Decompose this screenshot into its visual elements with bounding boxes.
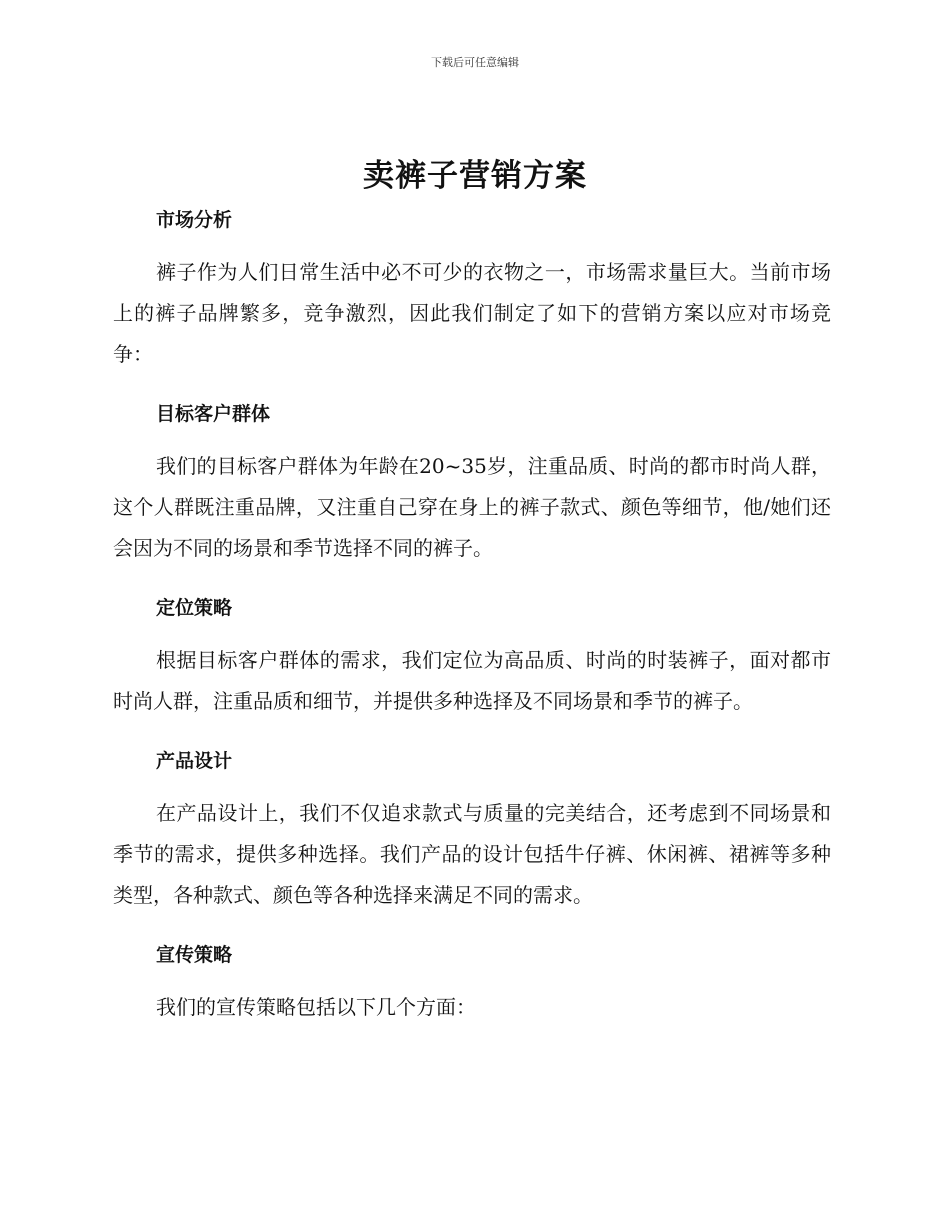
section-paragraph-promotion: 我们的宣传策略包括以下几个方面：	[156, 995, 476, 1019]
section-paragraph-product-design: 在产品设计上，我们不仅追求款式与质量的完美结合，还考虑到不同场景和季节的需求，提供多种选择。我们产品的设计包括牛仔裤、休闲裤、裙裤等多种类型，各种款式、颜色等各种选择来满足不同的需求。	[113, 801, 831, 907]
section-heading-target-customers: 目标客户群体	[156, 403, 271, 425]
header-note: 下载后可任意编辑	[431, 56, 519, 69]
document-body	[113, 203, 831, 1028]
section-paragraph-target-customers: 我们的目标客户群体为年龄在20~35岁，注重品质、时尚的都市时尚人群，这个人群既注重品牌，又注重自己穿在身上的裤子款式、颜色等细节，他/她们还会因为不同的场景和季节选择不同的裤子。	[113, 454, 831, 560]
section-heading-product-design: 产品设计	[156, 750, 233, 772]
section-paragraph-market-analysis: 裤子作为人们日常生活中必不可少的衣物之一，市场需求量巨大。当前市场上的裤子品牌繁多，竞争激烈，因此我们制定了如下的营销方案以应对市场竞争：	[113, 260, 831, 366]
section-paragraph-positioning: 根据目标客户群体的需求，我们定位为高品质、时尚的时装裤子，面对都市时尚人群，注重品质和细节，并提供多种选择及不同场景和季节的裤子。	[113, 648, 831, 713]
section-heading-positioning: 定位策略	[156, 597, 233, 619]
section-heading-market-analysis: 市场分析	[156, 209, 233, 231]
section-heading-promotion: 宣传策略	[156, 944, 233, 966]
document-title: 卖裤子营销方案	[363, 158, 587, 194]
